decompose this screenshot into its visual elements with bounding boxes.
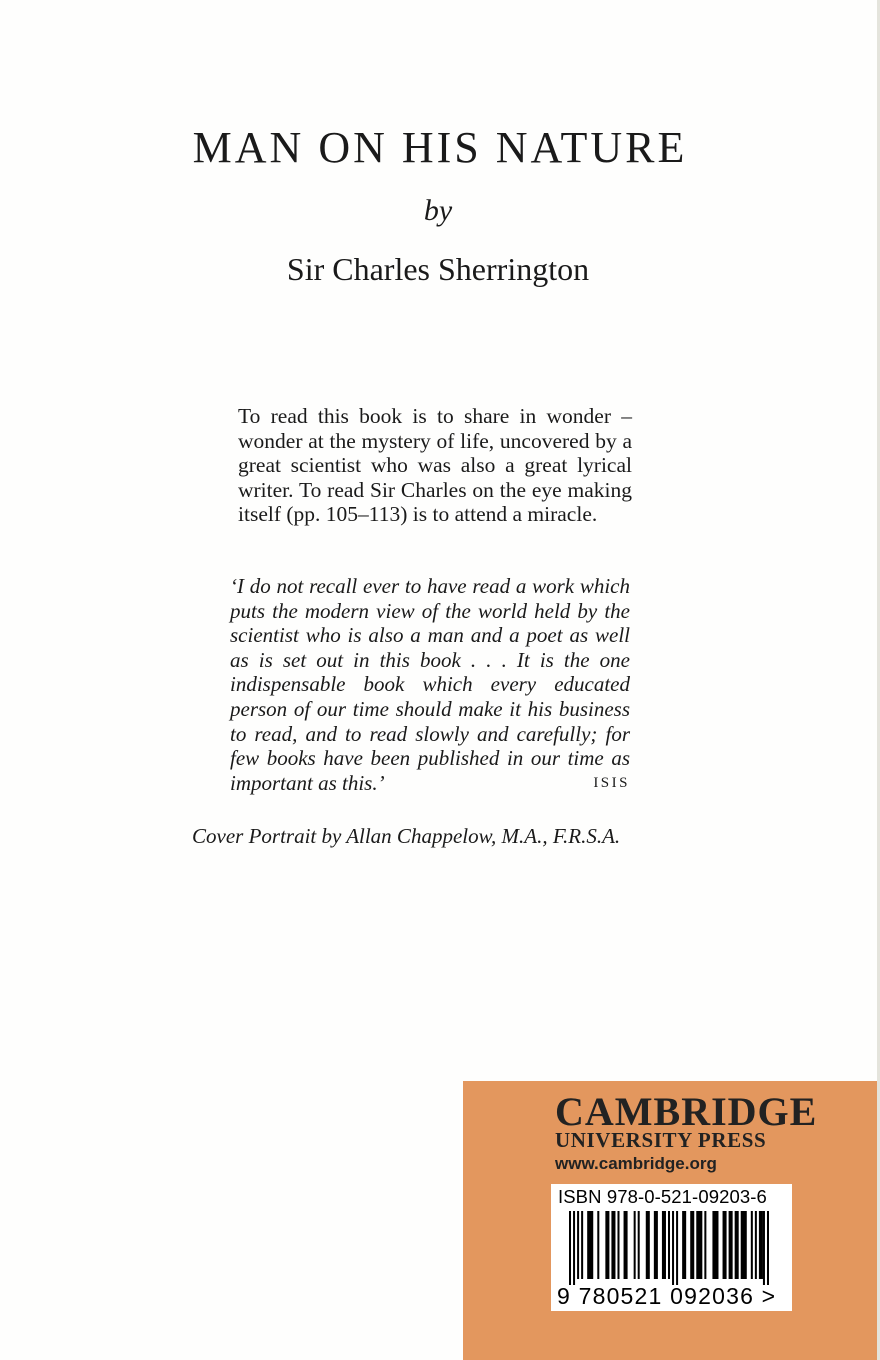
barcode-bar (617, 1211, 619, 1279)
barcode-bar (755, 1211, 757, 1279)
barcode-bar (587, 1211, 593, 1279)
barcode-bar (676, 1211, 678, 1285)
cover-credit: Cover Portrait by Allan Chappelow, M.A., F.R.S.A. (192, 824, 621, 848)
barcode-bar (654, 1211, 658, 1279)
barcode-bar (662, 1211, 666, 1279)
barcode-bar (729, 1211, 733, 1279)
barcode-bar (569, 1211, 571, 1285)
barcode-bar (704, 1211, 706, 1279)
barcode-bar (735, 1211, 739, 1279)
publisher-url[interactable]: www.cambridge.org (555, 1154, 717, 1173)
review-quote (230, 574, 630, 795)
byline-by: by (423, 194, 453, 227)
barcode-bar (634, 1211, 636, 1279)
publisher-subtitle: UNIVERSITY PRESS (555, 1128, 767, 1152)
barcode-bar (668, 1211, 670, 1279)
barcode-bar (696, 1211, 702, 1279)
barcode-bar (605, 1211, 609, 1279)
author-name: Sir Charles Sherrington (286, 251, 590, 287)
book-title: MAN ON HIS NATURE (192, 123, 688, 172)
barcode-bar (646, 1211, 650, 1279)
barcode-bar (759, 1211, 763, 1279)
barcode-bar (763, 1211, 765, 1285)
barcode-bar (767, 1211, 769, 1285)
barcode-bar (577, 1211, 579, 1279)
barcode-bar (624, 1211, 628, 1279)
barcode-bar (597, 1211, 599, 1279)
ean-digits: 9 780521 092036 > (557, 1283, 777, 1309)
review-quote-text: ‘I do not recall ever to have read a work which puts the modern view of the world held by the scientist who is also a man and a poet as well as is set out in this book . . . It is the one indispensable book which every educated person of our time should make it his business to read, and to read slowly and carefully; for few books have been published in our time as important as this.’ (230, 574, 630, 795)
barcode-icon (569, 1211, 769, 1285)
publisher-name: CAMBRIDGE (555, 1089, 818, 1134)
barcode-bar (672, 1211, 674, 1285)
review-source: ISIS (593, 774, 630, 791)
blurb-paragraph: To read this book is to share in wonder – wonder at the mystery of life, uncovered by a great scientist who was also a great lyrical writer. To read Sir Charles on the eye making itself (pp. 105–113) is to attend a miracle. (238, 404, 632, 527)
barcode-bar (751, 1211, 753, 1279)
barcode-bar (741, 1211, 747, 1279)
barcode-bar (611, 1211, 615, 1279)
barcode-bar (682, 1211, 686, 1279)
barcode-box (551, 1184, 792, 1311)
isbn-text: ISBN 978-0-521-09203-6 (558, 1186, 767, 1207)
barcode-bar (573, 1211, 575, 1285)
barcode-bar (712, 1211, 718, 1279)
barcode-bar (690, 1211, 694, 1279)
barcode-bar (638, 1211, 640, 1279)
barcode-bar (723, 1211, 727, 1279)
barcode-bar (581, 1211, 583, 1279)
